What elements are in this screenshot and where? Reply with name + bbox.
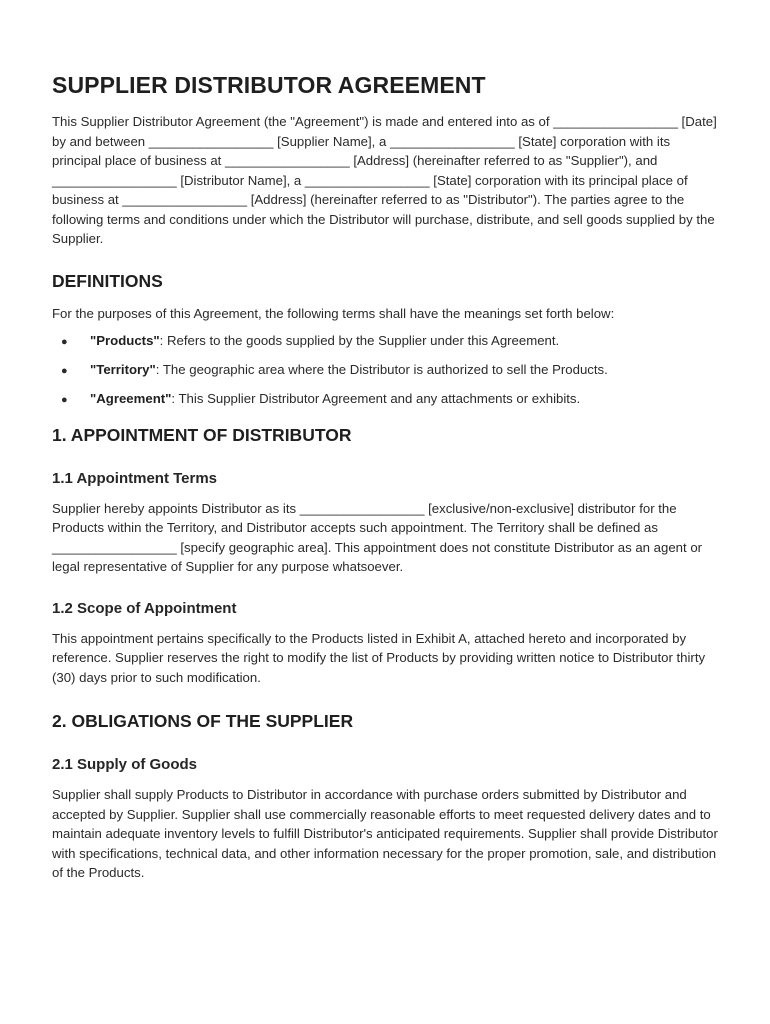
document-page xyxy=(52,70,722,883)
definition-text: : Refers to the goods supplied by the Supplier under this Agreement. xyxy=(159,333,560,348)
intro-paragraph: This Supplier Distributor Agreement (the "Agreement") is made and entered into as of _________________ [Date] by and between _________________ [Supplier Name], a _________________ [State] corporation with its principal place of business at _________________ [Address] (hereinafter referred to as "Supplier"), and _________________ [Distributor Name], a _________________ [State] corporation with its principal place of business at _________________ [Address] (hereinafter referred to as "Distributor"). The parties agree to the following terms and conditions under which the Distributor will purchase, distribute, and sell goods supplied by the Supplier. xyxy=(52,114,717,246)
definition-term: "Territory" xyxy=(90,362,156,377)
list-item xyxy=(52,360,722,380)
section-1-1-heading: 1.1 Appointment Terms xyxy=(52,469,218,487)
definition-term: "Products" xyxy=(90,333,160,348)
definitions-intro: For the purposes of this Agreement, the following terms shall have the meanings set forth below: xyxy=(52,305,615,321)
section-2-1-heading: 2.1 Supply of Goods xyxy=(52,756,198,773)
list-item xyxy=(52,389,722,409)
definition-text: : This Supplier Distributor Agreement and any attachments or exhibits. xyxy=(171,391,581,406)
bullet-icon: ● xyxy=(61,365,68,377)
list-item xyxy=(52,331,722,351)
section-1-heading: 1. APPOINTMENT OF DISTRIBUTOR xyxy=(52,424,352,445)
section-1-2-paragraph: This appointment pertains specifically to the Products listed in Exhibit A, attached hereto and incorporated by reference. Supplier reserves the right to modify the list of Products by providing written notice to Distributor thirty (30) days prior to such modification. xyxy=(52,630,706,685)
section-2-heading: 2. OBLIGATIONS OF THE SUPPLIER xyxy=(52,711,354,731)
definitions-list xyxy=(52,331,722,409)
section-1-2-heading: 1.2 Scope of Appointment xyxy=(52,599,237,617)
section-2-1-paragraph: Supplier shall supply Products to Distributor in accordance with purchase orders submitted by Distributor and accepted by Supplier. Supplier shall use commercially reasonable efforts to meet requested delivery dates and to maintain adequate inventory levels to fulfill Distributor's anticipated requirements. Supplier shall provide Distributor with specifications, technical data, and other information necessary for the proper promotion, sale, and distribution of the Products. xyxy=(52,787,718,880)
bullet-icon: ● xyxy=(61,394,68,406)
section-1-1-paragraph: Supplier hereby appoints Distributor as its _________________ [exclusive/non-exclusive] distributor for the Products within the Territory, and Distributor accepts such appointment. The Territory shall be defined as _________________ [specify geographic area]. This appointment does not constitute Distributor as an agent or legal representative of Supplier for any purpose whatsoever. xyxy=(52,500,703,574)
definition-term: "Agreement" xyxy=(90,391,172,406)
definition-text: : The geographic area where the Distributor is authorized to sell the Products. xyxy=(155,362,608,377)
bullet-icon: ● xyxy=(61,336,68,348)
definitions-heading: DEFINITIONS xyxy=(52,270,163,291)
document-title: SUPPLIER DISTRIBUTOR AGREEMENT xyxy=(52,72,486,98)
